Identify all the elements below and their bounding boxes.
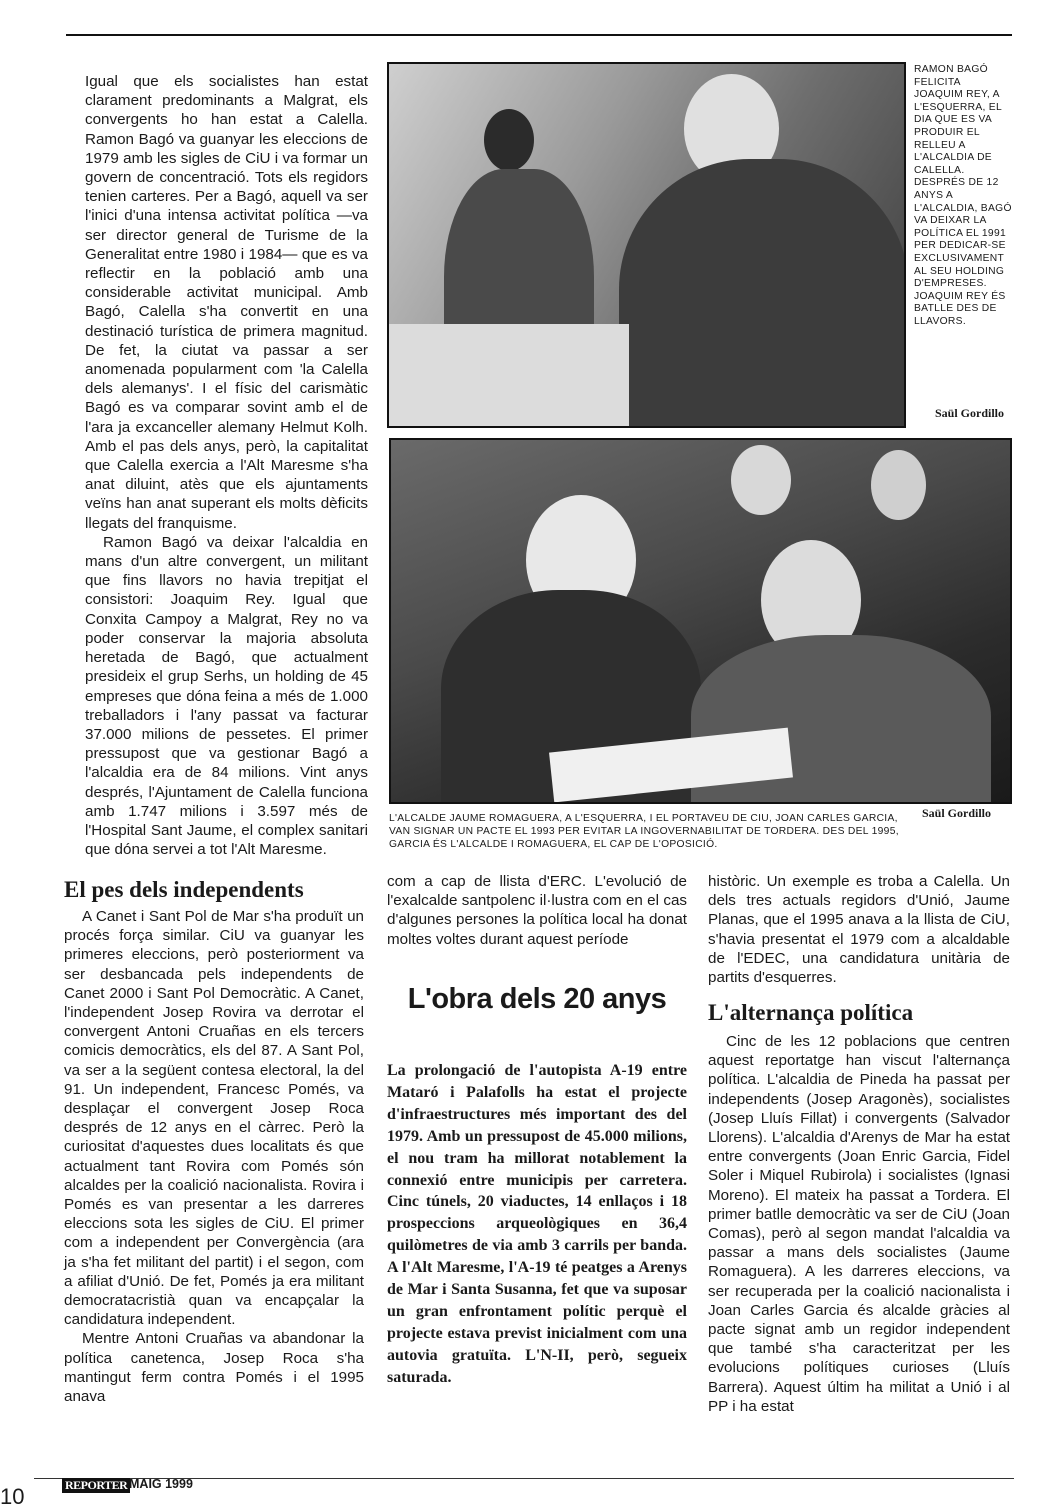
section-heading: El pes dels independents bbox=[64, 877, 304, 902]
sidebar-box-title: L'obra dels 20 anys bbox=[407, 983, 667, 1015]
column-3-lower bbox=[708, 1032, 1010, 1416]
sidebar-box-text: La prolongació de l'autopista A-19 entre Mataró i Palafolls ha estat el projecte d'infraestructures més important des del 1979. Amb un pressupost de 45.000 milions, el nou tram ha millorat notablement la connexió entre municipis per carretera. Cinc túnels, 20 viaductes, 14 enllaços i 18 prospeccions arqueològiques en 36,4 quilòmetres de via amb 3 carrils per banda. A l'Alt Maresme, l'A-19 té peatges a Arenys de Mar i Santa Susanna, fet que va suposar un gran enfrontament polític perquè el projecte estava previst inicialment com una autovia gratuïta. L'N-II, però, segueix saturada. bbox=[387, 1062, 687, 1386]
photo-caption: L'ALCALDE JAUME ROMAGUERA, A L'ESQUERRA, I EL PORTAVEU DE CIU, JOAN CARLES GARCIA, VAN SIGNAR UN PACTE EL 1993 PER EVITAR LA INGOVERNABILITAT DE TORDERA. DES DEL 1995, GARCIA ÉS L'ALCALDE I ROMAGUERA, EL CAP DE L'OPOSICIÓ. bbox=[389, 813, 899, 851]
person-body bbox=[619, 159, 906, 428]
photo-credit: Saül Gordillo bbox=[935, 406, 1005, 420]
column-1-lower bbox=[64, 907, 364, 1406]
paragraph: com a cap de llista d'ERC. L'evolució de l'exalcalde santpolenc il·lustra com en el cas d'algunes persones la política local ha donat moltes voltes durant aquest període bbox=[387, 873, 687, 948]
person-head bbox=[871, 450, 926, 520]
photo-credit: Saül Gordillo bbox=[922, 806, 992, 820]
issue-date: MAIG 1999 bbox=[129, 1477, 193, 1491]
paragraph: històric. Un exemple es troba a Calella. Un dels tres actuals regidors d'Unió, Jaume Planas, que el 1995 anava a la llista de CiU, s'havia presentat el 1979 com a alcaldable de l'EDEC, una candidatura unitària de partits d'esquerres. bbox=[708, 873, 1010, 987]
column-1-upper bbox=[85, 72, 368, 859]
photo-bago-rey bbox=[387, 62, 906, 428]
section-heading: L'alternança política bbox=[708, 1000, 914, 1025]
magazine-logo: REPORTER bbox=[62, 1478, 130, 1493]
column-2 bbox=[387, 872, 687, 949]
paragraph: Cinc de les 12 poblacions que centren aquest reportatge han viscut l'alternança política. L'alcaldia de Pineda ha passat per independents (Josep Aragonès), socialistes (Josep Lluís Fillat) i convergents (Salvador Llorens). L'alcaldia d'Arenys de Mar ha estat entre convergents (Joan Enric Garcia, Fidel Soler i Miquel Rubirola) i socialistes (Ignasi Moreno). El mateix ha passat a Tordera. El primer batlle democràtic va ser de CiU (Joan Comas), però al segon mandat l'alcaldia va passar a mans dels socialistes (Jaume Romaguera). A les darreres eleccions, va ser recuperada per la coalició nacionalista i Joan Carles Garcia és alcalde gràcies al pacte signat amb un regidor independent que també s'ha caracteritzat per les evolucions polítiques curioses (Lluís Barrera). Aquest últim ha militat a Unió i al PP i ha estat bbox=[708, 1033, 1010, 1415]
paragraph: Ramon Bagó va deixar l'alcaldia en mans d'un altre convergent, un militant que fins llavors no havia trepitjat el consistori: Joaquim Rey. Igual que Conxita Campoy a Malgrat, Rey no va poder conservar la majoria absoluta heretada de Bagó, que actualment presideix el grup Serhs, un holding de 45 empreses que dóna feina a més de 1.000 treballadors i l'any passat va facturar 37.000 milions de pessetes. El primer pressupost que va gestionar Bagó a l'alcaldia era de 84 milions. Vint anys després, l'Ajuntament de Calella funciona amb 1.747 milions i 3.597 més de l'Hospital Sant Jaume, el complex sanitari que dóna servei a tot l'Alt Maresme. bbox=[85, 533, 368, 859]
paragraph: Mentre Antoni Cruañas va abandonar la política canetenca, Josep Roca s'ha mantingut ferm contra Pomés i el 1995 anava bbox=[64, 1330, 364, 1406]
page-number: 10 bbox=[0, 1484, 25, 1509]
paragraph: Igual que els socialistes han estat clarament predominants a Malgrat, els convergents ho han estat a Calella. Ramon Bagó va guanyar les eleccions de 1979 amb les sigles de CiU i va formar un govern de concentració. Tots els regidors tenien carteres. Per a Bagó, aquell va ser l'inici d'una intensa activitat política —va ser director general de Turisme de la Generalitat entre 1980 i 1984— que es va reflectir en la població amb una considerable activitat municipal. Amb Bagó, Calella s'ha convertit en una destinació turística de primera magnitud. De fet, la ciutat va passar a ser anomenada popularment com 'la Calella dels alemanys'. I el físic del carismàtic Bagó es va comparar sovint amb el de l'ara ja excanceller alemany Helmut Kolh. Amb el pas dels anys, però, la capitalitat que Calella exercia a l'Alt Maresme s'ha anat diluint, atès que els ajuntaments veïns han anat superant els molts dèficits llegats del franquisme. bbox=[85, 73, 368, 532]
person-head bbox=[731, 445, 791, 515]
photo-caption: RAMON BAGÓ FELICITA JOAQUIM REY, A L'ESQUERRA, EL DIA QUE ES VA PRODUIR EL RELLEU A L'ALCALDIA DE CALELLA. DESPRÉS DE 12 ANYS A L'ALCALDIA, BAGÓ VA DEIXAR LA POLÍTICA EL 1991 PER DEDICAR-SE EXCLUSIVAMENT AL SEU HOLDING D'EMPRESES. JOAQUIM REY ÉS BATLLE DES DE LLAVORS. bbox=[914, 64, 1012, 327]
table bbox=[389, 324, 629, 428]
top-rule bbox=[66, 34, 1012, 36]
paragraph: A Canet i Sant Pol de Mar s'ha produït un procés força similar. CiU va guanyar les primeres eleccions, però posteriorment va ser desbancada pels independents de Canet 2000 i Sant Pol Democràtic. A Canet, l'independent Josep Rovira va derrotar el convergent Antoni Cruañas en els tercers comicis democràtics, els del 87. A Sant Pol, va ser a la següent contesa electoral, la del 91. Un independent, Francesc Pomés, va desplaçar el convergent Josep Roca després de 12 anys en el càrrec. Però la curiositat d'aquestes dues localitats és que actualment tant Rovira com Pomés són alcaldes per la coalició nacionalista. Rovira i Pomés es van presentar a les darreres eleccions sota les sigles de CiU. El primer com a independent per Convergència (ara ja s'ha fet militant del partit) i el segon, com a afiliat d'Unió. De fet, Pomés ja era militant democratacristià quan va encapçalar la candidatura independent. bbox=[64, 908, 364, 1329]
photo-romaguera-garcia bbox=[389, 438, 1012, 804]
person-head bbox=[484, 109, 534, 171]
column-3 bbox=[708, 872, 1010, 987]
